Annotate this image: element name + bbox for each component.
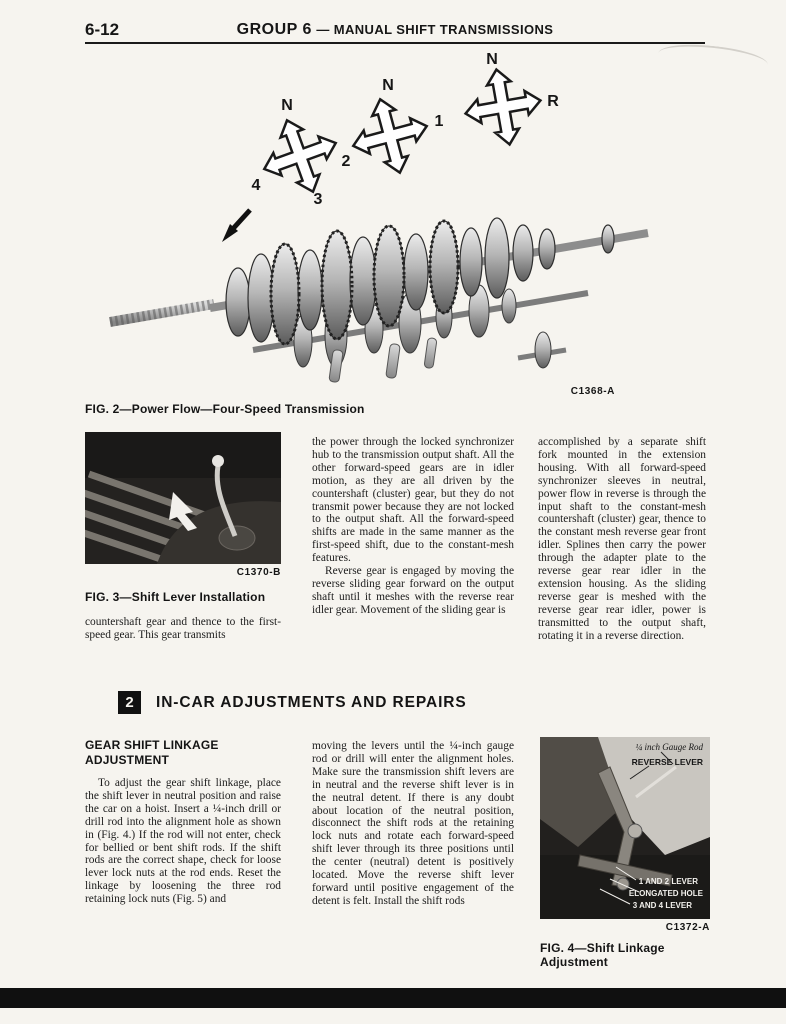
- label-reverse-lever: REVERSE LEVER: [631, 757, 703, 767]
- section1-column3: [538, 436, 706, 643]
- fig4-caption: FIG. 4—Shift Linkage Adjustment: [540, 941, 665, 969]
- body-paragraph: the power through the locked synchronizer hub to the transmission output shaft. All the other forward-speed gears are in idler motion, as they are all driven by the countershaft (cluster) gear, but they do not transmit power because they are not locked to the output shaft. All the forward-speed shifts are made in the same manner as the first-speed shift, due to the constant-mesh features.: [312, 436, 514, 565]
- page-number: 6-12: [85, 20, 120, 39]
- label-4: 4: [251, 177, 261, 194]
- label-elongated-hole: ELONGATED HOLE: [628, 889, 703, 898]
- body-paragraph: Reverse gear is engaged by moving the reverse sliding gear forward on the output shaft until it meshes with the reverse rear idler gear. Movement of the sliding gear is: [312, 565, 514, 616]
- label-n3: N: [486, 51, 498, 68]
- fig3-photo-code: C1370-B: [236, 567, 281, 578]
- section2-title: IN-CAR ADJUSTMENTS AND REPAIRS: [156, 693, 467, 711]
- mainshaft-gears: [210, 218, 648, 344]
- input-shaft: [110, 304, 214, 322]
- label-1: 1: [434, 113, 444, 130]
- label-1-2-lever: 1 AND 2 LEVER: [638, 877, 698, 886]
- bottom-bar: [0, 988, 786, 1008]
- section-number-badge: 2: [118, 691, 141, 714]
- label-n1: N: [281, 97, 293, 114]
- section1-column2: [312, 436, 514, 617]
- section2-column2: [312, 740, 514, 908]
- section2-header: [118, 691, 467, 714]
- page-title: [85, 21, 705, 39]
- subsection-heading: GEAR SHIFT LINKAGE ADJUSTMENT: [85, 738, 219, 767]
- body-paragraph: To adjust the gear shift linkage, place the shift lever in neutral position and raise the car on a hoist. Insert a ¼-inch drill or drill rod into the alignment hole as shown in (Fig. 4.) If the rod will not enter, check for bellied or bent shift rods. If the shift rods are the correct shape, check for loose lever lock nuts at the rod ends. Reset the linkage by loosening the three rod retaining lock nuts (Fig. 5) and: [85, 777, 281, 906]
- label-3-4-lever: 3 AND 4 LEVER: [632, 901, 692, 910]
- fig4-block: [540, 737, 710, 969]
- body-paragraph: moving the levers until the ¼-inch gauge rod or drill will enter the alignment holes. Make sure the transmission shift levers are in neutral and the reverse shift lever is in the neutral detent. If there is any doubt about location of the neutral position, disconnect the shift rods at the retaining lock nuts and rotate each forward-speed shift lever through its three positions until the center (neutral) detent is positively located. Move the reverse shift lever forward until positive engagement of the detent is felt. Install the shift rods: [312, 740, 514, 907]
- label-2: 2: [341, 153, 351, 170]
- fig4-photo: [540, 737, 710, 919]
- label-r: R: [547, 93, 559, 110]
- fig4-photo-code: C1372-A: [665, 922, 710, 933]
- label-3: 3: [313, 191, 323, 208]
- fig2-photo-code: C1368-A: [570, 386, 615, 397]
- body-paragraph: countershaft gear and thence to the first-speed gear. This gear transmits: [85, 616, 281, 641]
- label-n2: N: [382, 77, 394, 94]
- power-flow-arrow: [222, 210, 250, 242]
- shift-pattern-arrows: [251, 63, 547, 205]
- header-rule: [85, 42, 705, 44]
- fig3-photo: [85, 432, 281, 564]
- fig2-illustration: [88, 50, 692, 396]
- body-paragraph: accomplished by a separate shift fork mounted in the extension housing. With all forward-speed synchronizer sleeves in neutral, power flow in reverse is through the input shaft to the constant-mesh countershaft (cluster) gear, thence to the constant mesh reverse gear front idler. Splines then carry the power through the adapter plate to the reverse gear rear idler in the extension housing. As the sliding reverse gear is meshed with the reverse gear rear idler, power is transmitted to the output shaft, rotating it in a reverse direction.: [538, 436, 706, 642]
- section2-column1: [85, 738, 281, 906]
- section1-column1: [85, 432, 281, 642]
- section-label: — MANUAL SHIFT TRANSMISSIONS: [316, 22, 554, 37]
- fig2-caption: FIG. 2—Power Flow—Four-Speed Transmission: [85, 402, 365, 416]
- label-gauge-rod: ¼ inch Gauge Rod: [635, 742, 703, 752]
- fig3-caption: FIG. 3—Shift Lever Installation: [85, 590, 266, 604]
- group-label: GROUP 6: [236, 21, 312, 38]
